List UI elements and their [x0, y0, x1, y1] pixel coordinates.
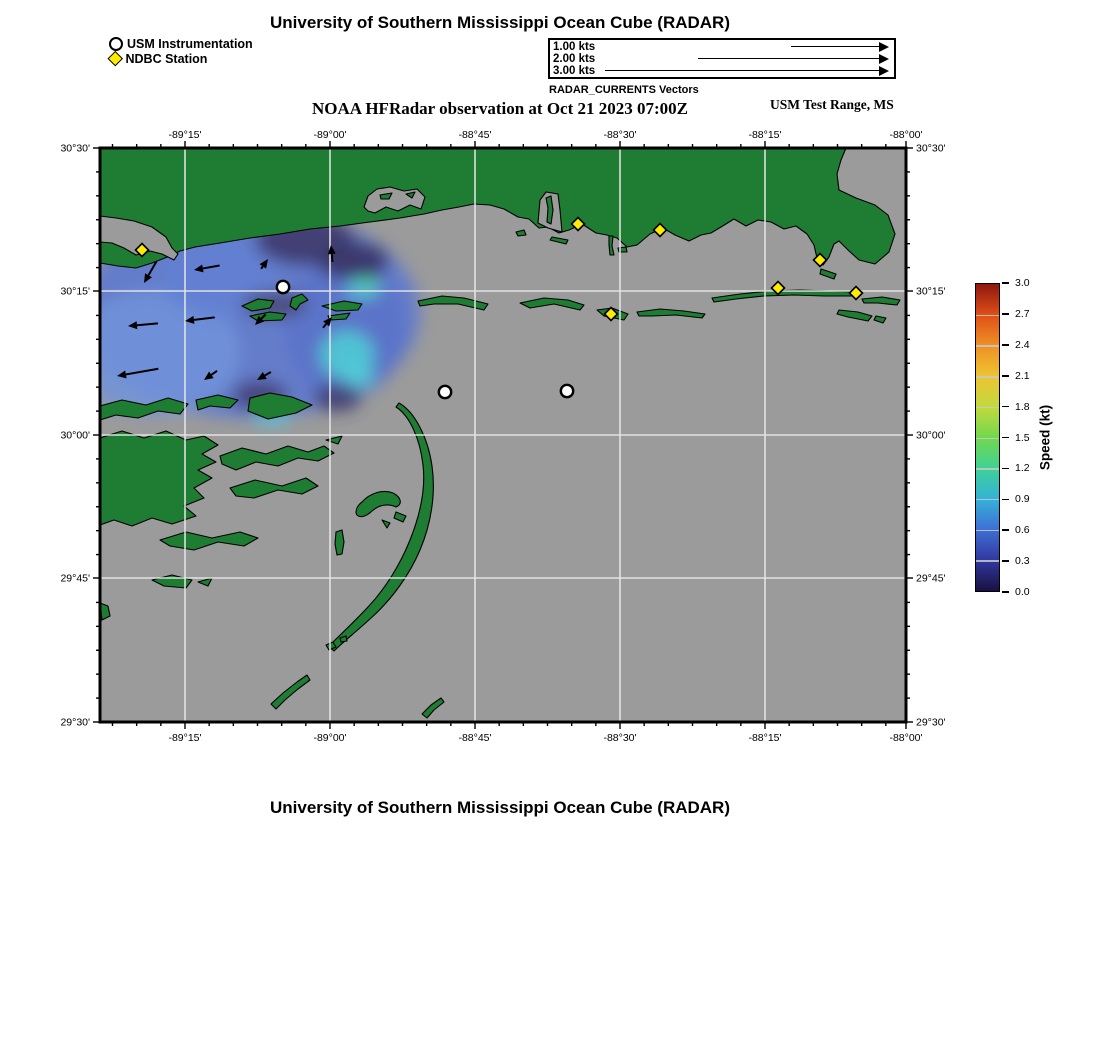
colorbar-separator	[976, 407, 999, 409]
colorbar-tick-label: 2.7	[1015, 307, 1030, 320]
y-tick-label-right: 29°30'	[916, 716, 946, 729]
vector-scale-label-1: 1.00 kts	[553, 40, 596, 53]
colorbar-separator	[976, 560, 999, 562]
islet	[335, 530, 344, 555]
legend-ndbc-label: NDBC Station	[125, 51, 208, 66]
y-tick-label-left: 29°45'	[60, 572, 90, 585]
speed-blob	[359, 278, 377, 288]
legend-item-usm	[109, 36, 253, 51]
legend-item-ndbc	[109, 51, 253, 66]
colorbar-tick-label: 1.8	[1015, 400, 1030, 413]
arrowhead-icon	[879, 54, 889, 64]
colorbar-tick-label: 3.0	[1015, 277, 1030, 289]
colorbar-tick	[1002, 437, 1009, 439]
x-tick-label-top: -88°15'	[748, 129, 782, 141]
colorbar-tick	[1002, 560, 1009, 562]
colorbar-tick-label: 1.2	[1015, 462, 1030, 475]
colorbar-gradient	[975, 283, 1000, 592]
vector-scale-row	[553, 53, 891, 65]
x-tick-label-top: -89°15'	[168, 129, 202, 141]
colorbar-tick	[1002, 406, 1009, 408]
arrowhead-icon	[879, 66, 889, 76]
colorbar-tick	[1002, 591, 1009, 593]
y-tick-label-left: 30°00'	[60, 429, 90, 442]
speed-blob	[313, 384, 361, 412]
map-legend	[109, 36, 253, 66]
colorbar-tick-label: 0.6	[1015, 524, 1030, 537]
colorbar-separator	[976, 376, 999, 378]
colorbar-tick-label: 0.3	[1015, 555, 1030, 568]
y-tick-label-right: 30°30'	[916, 142, 946, 155]
x-tick-label-bottom: -88°45'	[458, 732, 492, 744]
vector-scale-row	[553, 65, 891, 77]
scale-arrow-1kt	[791, 41, 888, 53]
vector-scale-row	[553, 41, 891, 53]
y-tick-label-right: 30°15'	[916, 285, 946, 298]
colorbar-tick-label: 0.0	[1015, 586, 1030, 598]
colorbar-separator	[976, 315, 999, 317]
legend-usm-label: USM Instrumentation	[127, 36, 253, 51]
x-tick-label-bottom: -88°30'	[603, 732, 637, 744]
colorbar-separator	[976, 499, 999, 501]
speed-blob	[344, 367, 374, 387]
usm-instrumentation-icon	[109, 37, 123, 51]
colorbar-title: Speed (kt)	[1037, 404, 1053, 471]
scale-arrow-3kt	[605, 65, 888, 77]
x-tick-label-top: -88°00'	[889, 129, 923, 141]
colorbar-separator	[976, 438, 999, 440]
x-tick-label-bottom: -88°15'	[748, 732, 782, 744]
x-tick-label-bottom: -89°15'	[168, 732, 202, 744]
y-tick-label-right: 29°45'	[916, 572, 946, 585]
colorbar-tick	[1002, 375, 1009, 377]
x-tick-label-bottom: -89°00'	[313, 732, 347, 744]
colorbar-separator	[976, 468, 999, 470]
page-title-bottom: University of Southern Mississippi Ocean Cube (RADAR)	[269, 798, 730, 817]
usm-instrumentation-marker	[439, 386, 451, 398]
map-canvas	[52, 118, 1012, 778]
colorbar-tick-label: 1.5	[1015, 431, 1030, 444]
scale-arrow-2kt	[698, 53, 888, 65]
y-tick-label-left: 30°15'	[60, 285, 90, 298]
arrowhead-icon	[879, 42, 889, 52]
colorbar-separator	[976, 345, 999, 347]
vector-scale-box	[548, 38, 896, 79]
y-tick-label-right: 30°00'	[916, 429, 946, 442]
x-tick-label-top: -88°30'	[603, 129, 637, 141]
colorbar-tick-label: 2.4	[1015, 338, 1030, 351]
observation-subtitle: NOAA HFRadar observation at Oct 21 2023 07:00Z	[311, 99, 689, 118]
colorbar-tick-label: 2.1	[1015, 369, 1030, 382]
colorbar-tick	[1002, 499, 1009, 501]
vector-scale-label-3: 3.00 kts	[553, 64, 596, 77]
page-title: University of Southern Mississippi Ocean Cube (RADAR)	[269, 13, 730, 32]
x-tick-label-top: -88°45'	[458, 129, 492, 141]
colorbar-tick	[1002, 313, 1009, 315]
colorbar-tick	[1002, 344, 1009, 346]
ndbc-station-icon	[108, 51, 123, 66]
vector-scale-caption: RADAR_CURRENTS Vectors	[549, 84, 699, 96]
colorbar	[975, 277, 1085, 598]
range-label: USM Test Range, MS	[770, 97, 894, 112]
colorbar-tick	[1002, 529, 1009, 531]
y-tick-label-left: 30°30'	[60, 142, 90, 155]
x-tick-label-top: -89°00'	[313, 129, 347, 141]
colorbar-separator	[976, 530, 999, 532]
usm-instrumentation-marker	[561, 385, 573, 397]
colorbar-tick	[1002, 282, 1009, 284]
speed-blob	[317, 241, 389, 281]
colorbar-tick	[1002, 468, 1009, 470]
y-tick-label-left: 29°30'	[60, 716, 90, 729]
vector-scale-label-2: 2.00 kts	[553, 52, 596, 65]
x-tick-label-bottom: -88°00'	[889, 732, 923, 744]
colorbar-tick-label: 0.9	[1015, 493, 1030, 506]
usm-instrumentation-marker	[277, 281, 289, 293]
